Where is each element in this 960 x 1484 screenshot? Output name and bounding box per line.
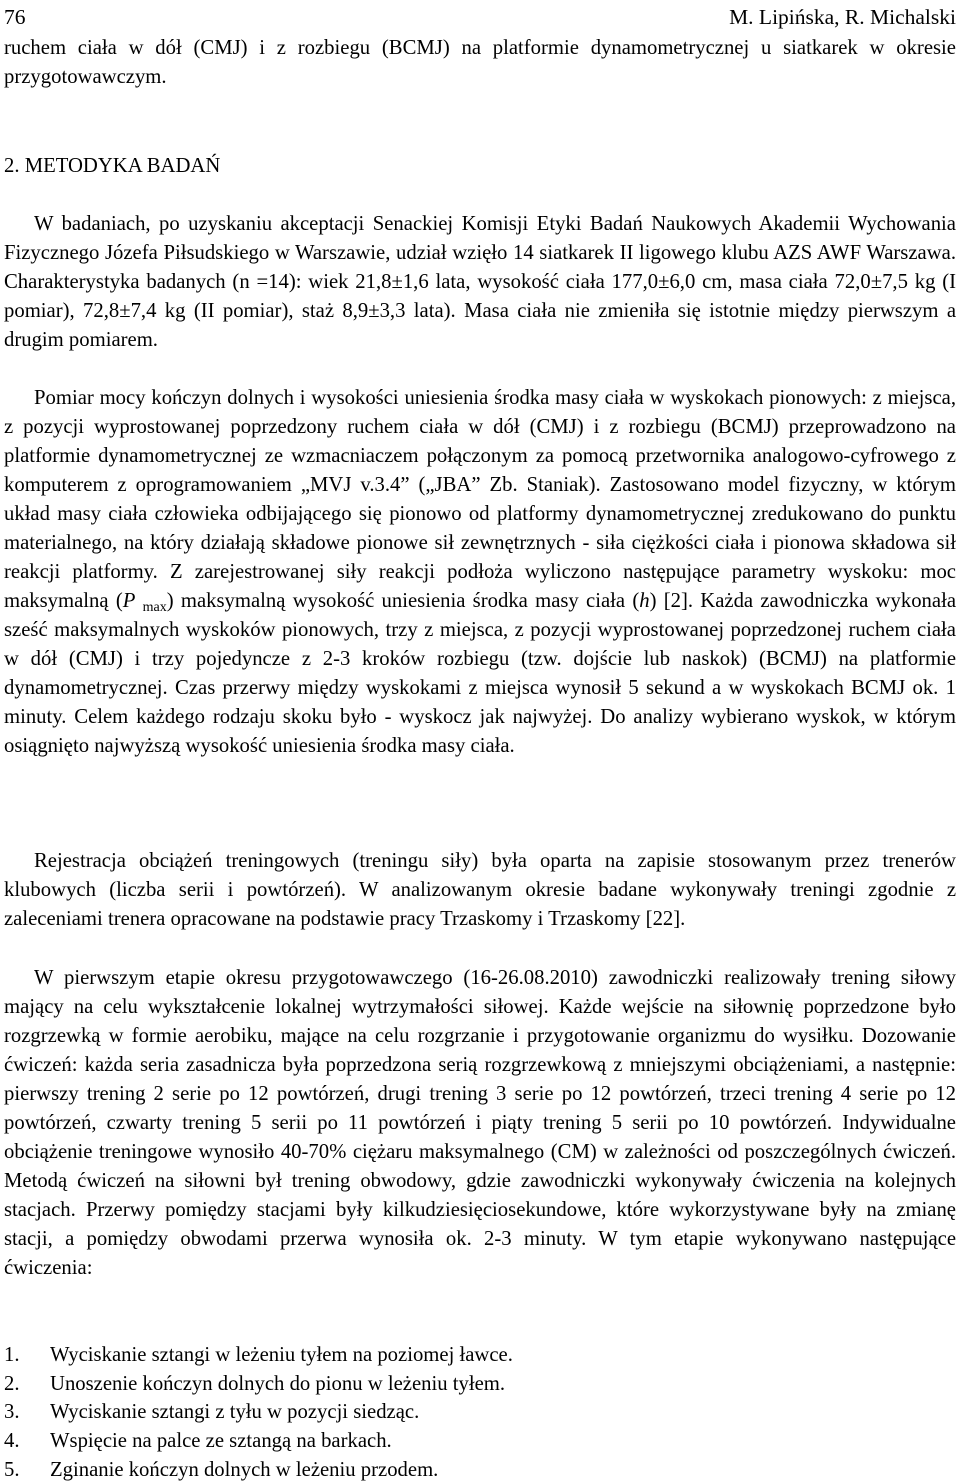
list-item-text: Wspięcie na palce ze sztangą na barkach.	[50, 1430, 392, 1453]
power-subscript: max	[142, 600, 167, 615]
list-item-number: 5.	[4, 1458, 20, 1481]
list-item-text: Zginanie kończyn dolnych w leżeniu przodem.	[50, 1458, 439, 1481]
paragraph-measurement	[4, 384, 956, 761]
paragraph-participants: W badaniach, po uzyskaniu akceptacji Senackiej Komisji Etyki Badań Naukowych Akademii Wychowania Fizycznego Józefa Piłsudskiego w Warszawie, udział wzięło 14 siatkarek II ligowego klubu AZS AWF Warszawa. Charakterystyka badanych (n =14): wiek 21,8±1,6 lata, wysokość ciała 177,0±6,0 cm, masa ciała 72,0±7,5 kg (I pomiar), 72,8±7,4 kg (II pomiar), staż 8,9±3,3 lata). Masa ciała nie zmieniła się istotnie między pierwszym a drugim pomiarem.	[4, 213, 956, 351]
paragraph-measurement-text-1: Pomiar mocy kończyn dolnych i wysokości uniesienia środka masy ciała w wyskokach pionowych: z miejsca, z pozycji wyprostowanej poprzedzony ruchem ciała w dół (CMJ) i z rozbiegu (BCMJ) przeprowadzono na platformie dynamometrycznej ze wzmacniaczem połączonym za pomocą przetwornika analogowo-cyfrowego z komputerem z oprogramowaniem „MVJ v.3.4” („JBA” Zb. Staniak). Zastosowano model fizyczny, w którym układ masy ciała człowieka odbijającego się pionowo od platformy dynamometrycznej zredukowano do punktu materialnego, na który działają składowe pionowe sił zewnętrznych - siła ciężkości ciała i pionowa składowa sił reakcji platformy. Z zarejestrowanej siły reakcji podłoża wyliczono następujące parametry wyskoku: moc maksymalną (	[4, 387, 956, 612]
list-item-number: 2.	[4, 1372, 20, 1395]
paragraph-first-stage: W pierwszym etapie okresu przygotowawczego (16-26.08.2010) zawodniczki realizowały trening siłowy mający na celu wykształcenie lokalnej wytrzymałości siłowej. Każde wejście na siłownię poprzedzone było rozgrzewką w formie aerobiku, mające na celu rozgrzanie i przygotowanie organizmu do wysiłku. Dozowanie ćwiczeń: każda seria zasadnicza była poprzedzona serią rozgrzewkową z mniejszymi obciążeniami, a następnie: pierwszy trening 2 serie po 12 powtórzeń, drugi trening 3 serie po 12 powtórzeń, trzeci trening 4 serie po 12 powtórzeń, czwarty trening 5 serii po 11 powtórzeń i piąty trening 5 serii po 10 powtórzeń. Indywidualne obciążenie treningowe wynosiło 40-70% ciężaru maksymalnego (CM) w zależności od poszczególnych ćwiczeń. Metodą ćwiczeń na siłowni był trening obwodowy, gdzie zawodniczki wykonywały ćwiczenia na kolejnych stacjach. Przerwy pomiędzy stacjami były kilkudziesięciosekundowe, które wykorzystywane były na zmianę stacji, a pomiędzy obwodami przerwa wynosiła ok. 2-3 minuty. W tym etapie wykonywano następujące ćwiczenia:	[4, 967, 956, 1279]
running-head-authors: M. Lipińska, R. Michalski	[729, 5, 956, 29]
list-item	[4, 1398, 956, 1427]
list-item	[4, 1427, 956, 1456]
page-number: 76	[4, 5, 26, 29]
list-item-text: Wyciskanie sztangi w leżeniu tyłem na poziomej ławce.	[50, 1344, 513, 1366]
list-item-number: 1.	[4, 1344, 20, 1366]
paragraph-measurement-text-2: ) maksymalną wysokość uniesienia środka masy ciała (	[166, 590, 640, 612]
list-item-text: Unoszenie kończyn dolnych do pionu w leżeniu tyłem.	[50, 1372, 506, 1395]
exercise-list	[4, 1341, 956, 1484]
list-item	[4, 1456, 956, 1484]
intro-paragraph: ruchem ciała w dół (CMJ) i z rozbiegu (BCMJ) na platformie dynamometrycznej u siatkarek w okresie przygotowawczym.	[4, 37, 956, 88]
power-symbol: P	[122, 590, 136, 612]
paragraph-measurement-text-3: ) [2]. Każda zawodniczka wykonała sześć maksymalnych wyskoków pionowych, trzy z miejsca, z pozycji wyprostowanej poprzedzonej ruchem ciała w dół (CMJ) i trzy pojedyncze z 2-3 kroków rozbiegu (tzw. dojście lub naskok) (BCMJ) na platformie dynamometrycznej. Czas przerwy między wyskokami z miejsca wynosił 5 sekund a w wyskokach BCMJ ok. 1 minuty. Celem każdego rodzaju skoku było - wyskocz jak najwyżej. Do analizy wybierano wyskok, w którym osiągnięto najwyższą wysokość uniesienia środka masy ciała.	[4, 590, 957, 757]
page-header	[4, 2, 956, 32]
list-item	[4, 1370, 956, 1399]
section-heading: 2. METODYKA BADAŃ	[4, 155, 221, 177]
paragraph-training-log: Rejestracja obciążeń treningowych (treningu siły) była oparta na zapisie stosowanym przez trenerów klubowych (liczba serii i powtórzeń). W analizowanym okresie badane wykonywały treningi zgodnie z zaleceniami trenera opracowane na podstawie pracy Trzaskomy i Trzaskomy [22].	[4, 850, 956, 930]
list-item	[4, 1341, 956, 1370]
list-item-text: Wyciskanie sztangi z tyłu w pozycji siedząc.	[50, 1401, 420, 1424]
list-item-number: 4.	[4, 1430, 20, 1453]
list-item-number: 3.	[4, 1401, 20, 1424]
height-symbol: h	[639, 590, 650, 612]
